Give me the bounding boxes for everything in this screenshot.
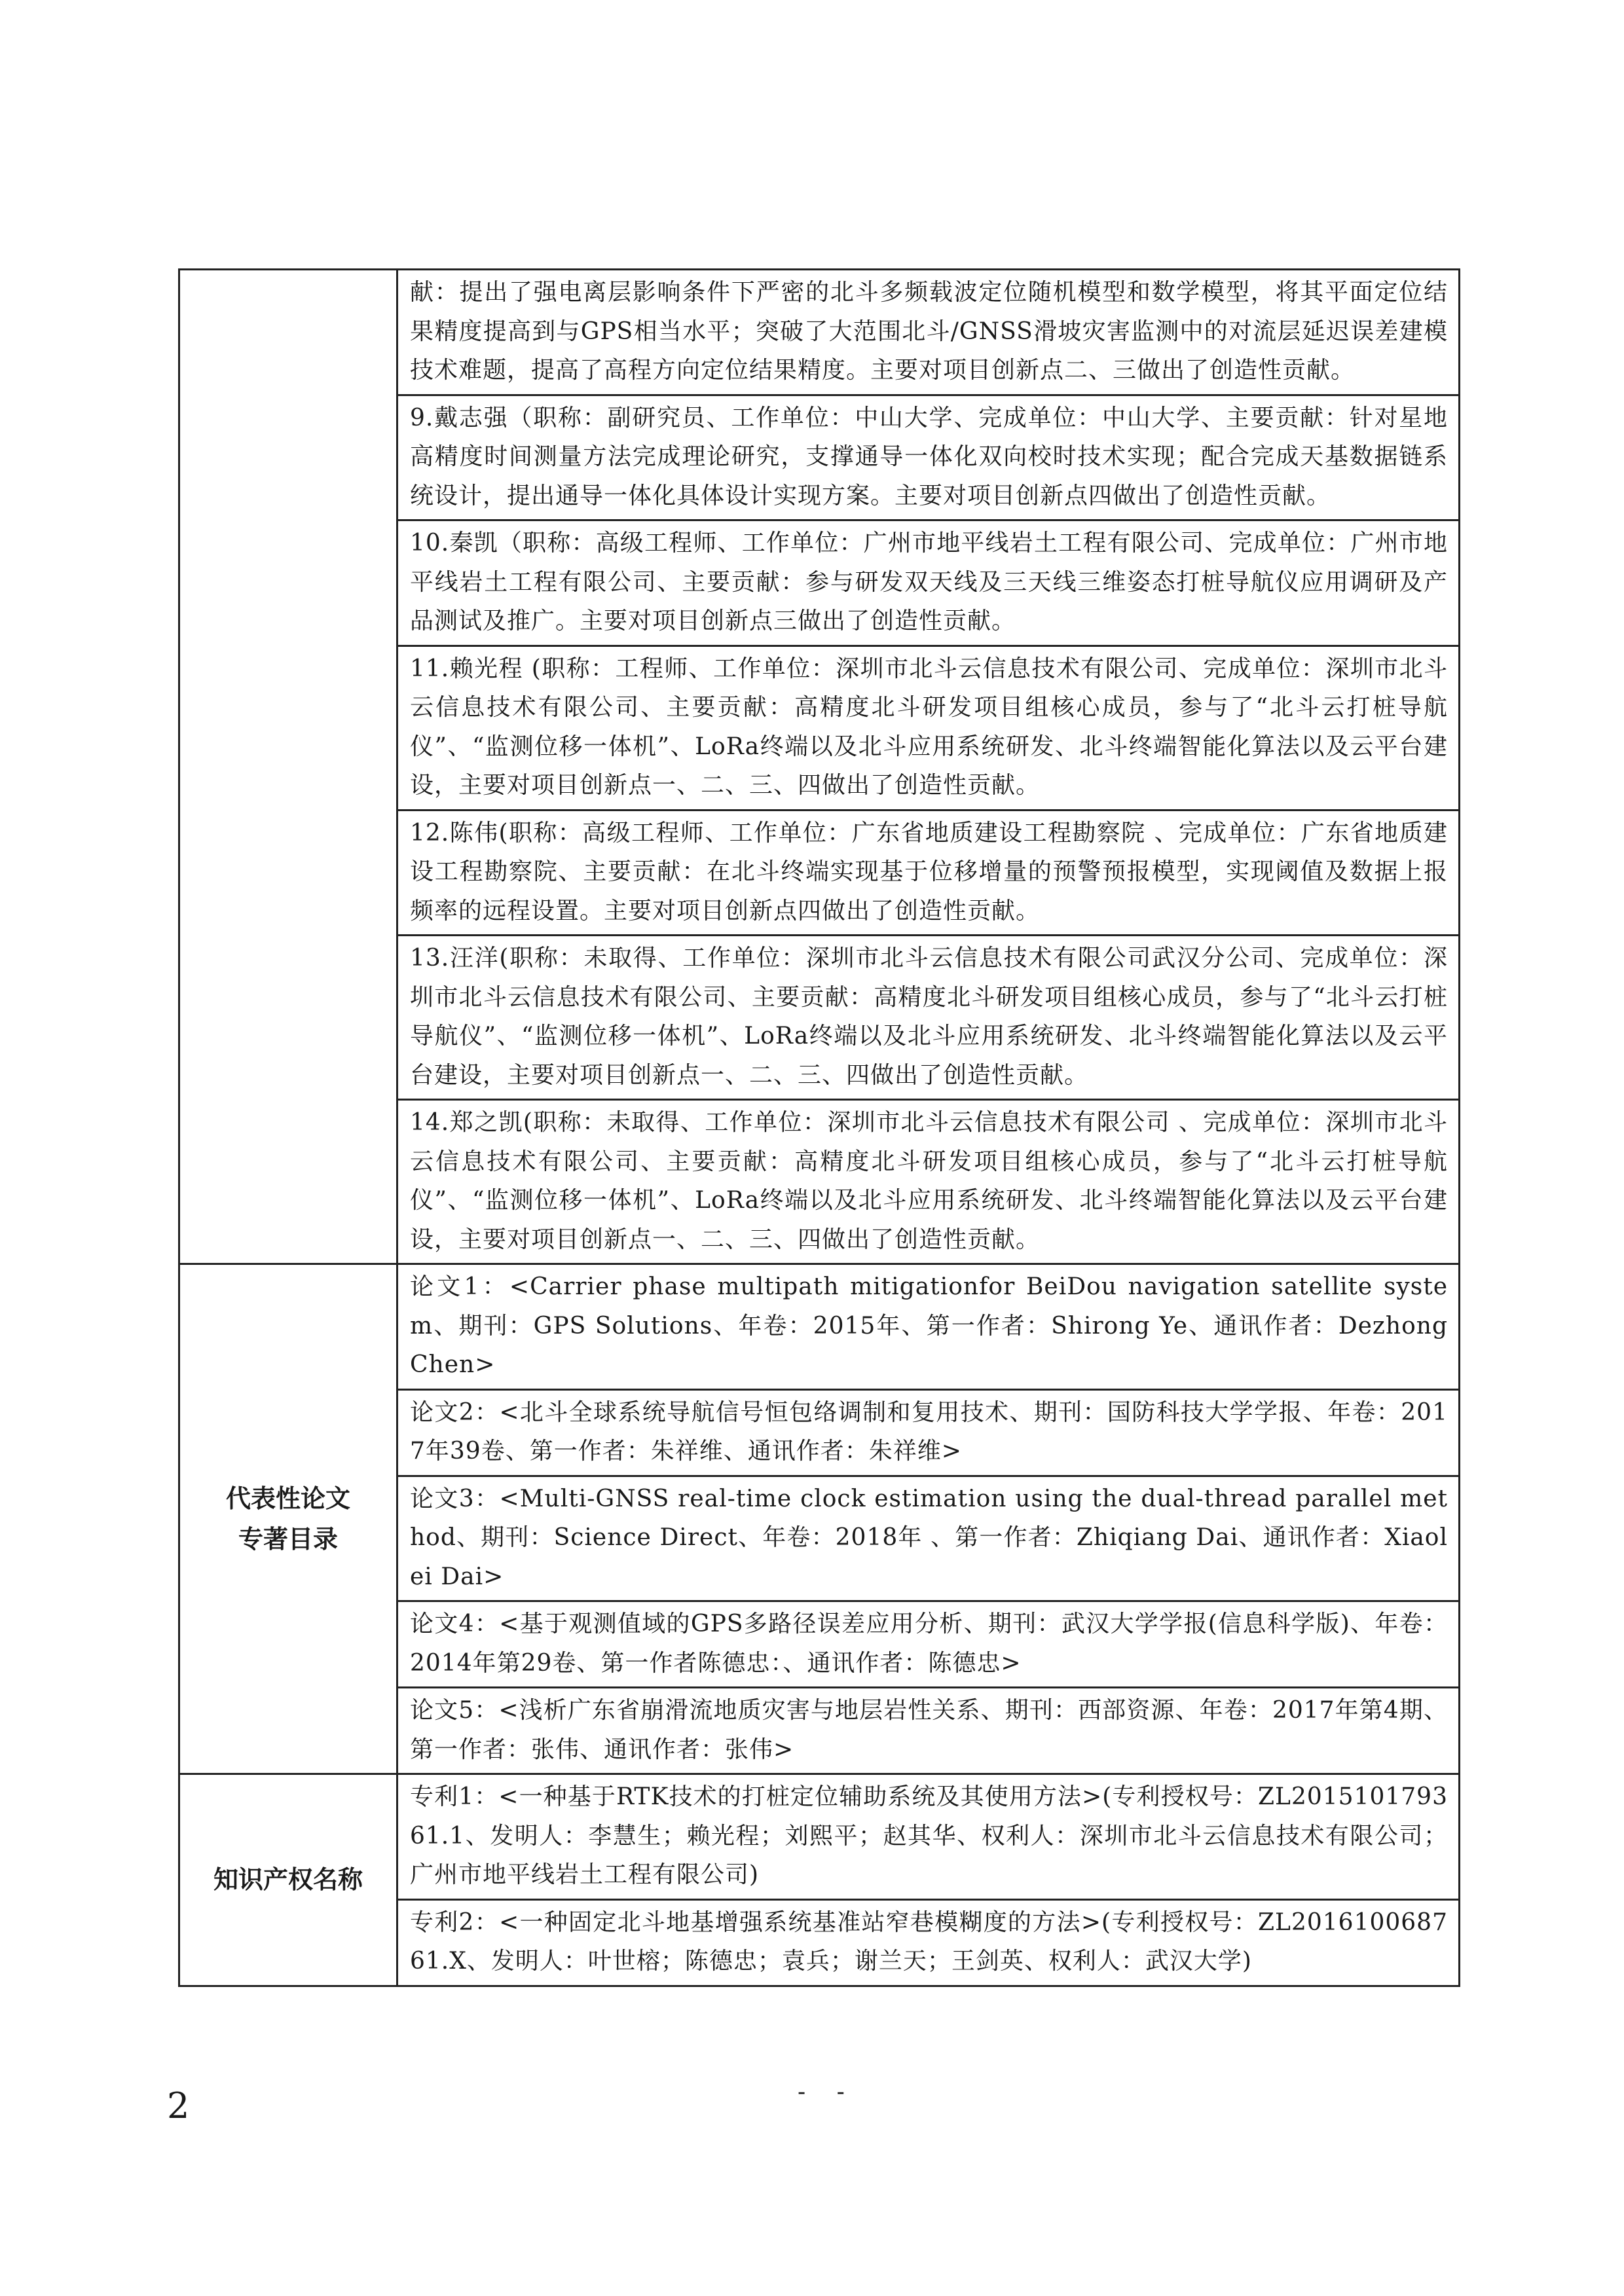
patent-entry: 专利2：<一种固定北斗地基增强系统基准站窄巷模糊度的方法>(专利授权号：ZL201610068761.X、发明人：叶世榕；陈德忠；袁兵；谢兰天；王剑英、权利人：武汉大学)	[397, 1899, 1460, 1986]
award-form-table	[178, 268, 1460, 1987]
patent-entry: 专利1：<一种基于RTK技术的打桩定位辅助系统及其使用方法>(专利授权号：ZL201510179361.1、发明人：李慧生；赖光程；刘熙平；赵其华、权利人：深圳市北斗云信息技术有限公司；广州市地平线岩土工程有限公司)	[397, 1774, 1460, 1900]
paper-entry: 论文5：<浅析广东省崩滑流地质灾害与地层岩性关系、期刊：西部资源、年卷：2017年第4期、第一作者：张伟、通讯作者：张伟>	[397, 1688, 1460, 1774]
paper-entry: 论文2：<北斗全球系统导航信号恒包络调制和复用技术、期刊：国防科技大学学报、年卷：2017年39卷、第一作者：朱祥维、通讯作者：朱祥维>	[397, 1389, 1460, 1476]
contributor-entry: 12.陈伟(职称：高级工程师、工作单位：广东省地质建设工程勘察院 、完成单位：广东省地质建设工程勘察院、主要贡献：在北斗终端实现基于位移增量的预警预报模型，实现阈值及数据上报频率的远程设置。主要对项目创新点四做出了创造性贡献。	[397, 810, 1460, 936]
contributor-row	[179, 270, 1460, 395]
patent-row	[179, 1774, 1460, 1900]
papers-label-line: 代表性论文	[225, 1484, 350, 1513]
paper-row	[179, 1264, 1460, 1390]
contributor-entry: 献：提出了强电离层影响条件下严密的北斗多频载波定位随机模型和数学模型，将其平面定位结果精度提高到与GPS相当水平；突破了大范围北斗/GNSS滑坡灾害监测中的对流层延迟误差建模技术难题，提高了高程方向定位结果精度。主要对项目创新点二、三做出了创造性贡献。	[397, 270, 1460, 395]
paper-entry: 论文4：<基于观测值域的GPS多路径误差应用分析、期刊：武汉大学学报(信息科学版)、年卷：2014年第29卷、第一作者陈德忠：、通讯作者：陈德忠>	[397, 1601, 1460, 1688]
paper-entry: 论文1：<Carrier phase multipath mitigationfor BeiDou navigation satellite system、期刊：GPS Solutions、年卷：2015年、第一作者：Shirong Ye、通讯作者：Dezhong Chen>	[397, 1264, 1460, 1390]
ip-label-cell: 知识产权名称	[179, 1774, 397, 1986]
contributor-entry: 14.郑之凯(职称：未取得、工作单位：深圳市北斗云信息技术有限公司 、完成单位：深圳市北斗云信息技术有限公司、主要贡献：高精度北斗研发项目组核心成员，参与了“北斗云打桩导航仪”、“监测位移一体机”、LoRa终端以及北斗应用系统研发、北斗终端智能化算法以及云平台建设，主要对项目创新点一、二、三、四做出了创造性贡献。	[397, 1100, 1460, 1264]
contributors-label-cell	[179, 270, 397, 1264]
contributor-entry: 13.汪洋(职称：未取得、工作单位：深圳市北斗云信息技术有限公司武汉分公司、完成单位：深圳市北斗云信息技术有限公司、主要贡献：高精度北斗研发项目组核心成员，参与了“北斗云打桩导航仪”、“监测位移一体机”、LoRa终端以及北斗应用系统研发、北斗终端智能化算法以及云平台建设，主要对项目创新点一、二、三、四做出了创造性贡献。	[397, 936, 1460, 1100]
paper-entry: 论文3：<Multi-GNSS real-time clock estimation using the dual-thread parallel method、期刊：Science Direct、年卷：2018年 、第一作者：Zhiqiang Dai、通讯作者：Xiaolei Dai>	[397, 1476, 1460, 1601]
contributor-entry: 10.秦凯（职称：高级工程师、工作单位：广州市地平线岩土工程有限公司、完成单位：广州市地平线岩土工程有限公司、主要贡献：参与研发双天线及三天线三维姿态打桩导航仪应用调研及产品测试及推广。主要对项目创新点三做出了创造性贡献。	[397, 520, 1460, 646]
page-number: 2	[167, 2085, 190, 2126]
contributor-entry: 9.戴志强（职称：副研究员、工作单位：中山大学、完成单位：中山大学、主要贡献：针对星地高精度时间测量方法完成理论研究，支撑通导一体化双向校时技术实现；配合完成天基数据链系统设计，提出通导一体化具体设计实现方案。主要对项目创新点四做出了创造性贡献。	[397, 395, 1460, 520]
papers-label-line: 专著目录	[238, 1525, 338, 1554]
papers-label-cell	[179, 1264, 397, 1774]
footer-mark: - -	[798, 2079, 857, 2105]
contributor-entry: 11.赖光程 (职称：工程师、工作单位：深圳市北斗云信息技术有限公司、完成单位：深圳市北斗云信息技术有限公司、主要贡献：高精度北斗研发项目组核心成员，参与了“北斗云打桩导航仪”、“监测位移一体机”、LoRa终端以及北斗应用系统研发、北斗终端智能化算法以及云平台建设，主要对项目创新点一、二、三、四做出了创造性贡献。	[397, 646, 1460, 810]
